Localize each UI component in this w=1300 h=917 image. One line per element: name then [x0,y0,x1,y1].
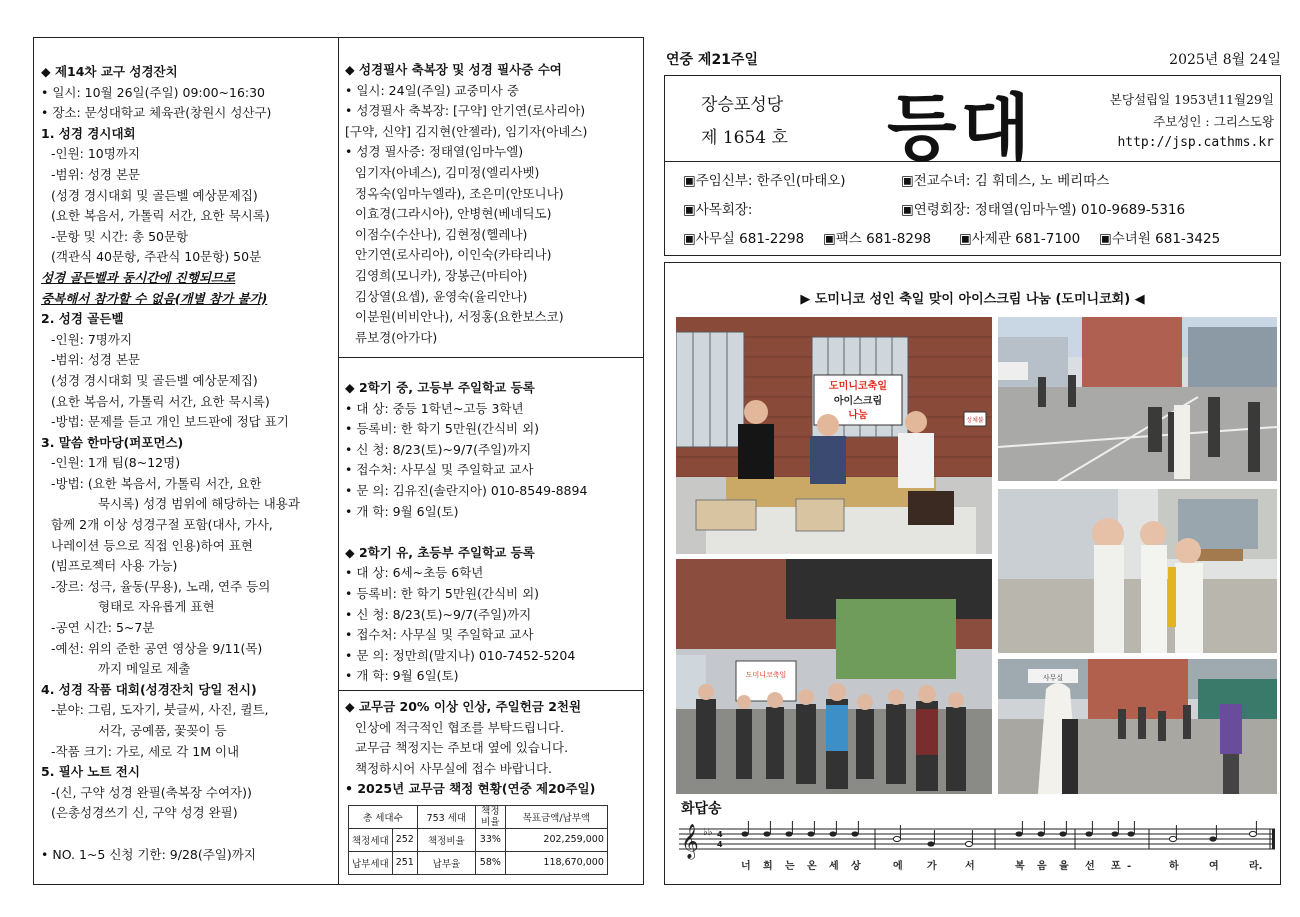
time-signature-icon: 4 [717,830,723,839]
text-line: • 신 청: 8/23(토)~9/7(주일)까지 [345,441,532,457]
text-line: (요한 복음서, 가톨릭 서간, 요한 묵시록) [51,393,270,409]
issue-date: 2025년 8월 24일 [1169,52,1281,68]
text-line: 묵시록) 성경 범위에 해당하는 내용과 [98,496,300,512]
lyric-syllable: 선 [1085,861,1095,872]
text-line: 까지 메일로 제출 [98,661,191,677]
text-line: 정옥숙(임마누엘라), 조은미(안또니나) [355,185,564,201]
dues-table-row [349,851,608,874]
office-phone: ▣사무실 681-2298 [683,231,805,247]
pastor-info: ▣주임신부: 한주인(마태오) [683,173,846,189]
left-frame [33,37,644,885]
music-note [965,841,972,846]
text-line: 2. 성경 골든벨 [41,311,124,327]
text-line: -인원: 7명까지 [51,331,133,347]
flat-sign-icon: ♭♭ [703,827,713,838]
photo-ice-cream-volunteers [676,317,992,554]
text-line: 4. 성경 작품 대회(성경잔치 당일 전시) [41,681,257,697]
bible-transcription-notice [339,38,643,358]
music-note [893,836,900,841]
text-line: 교무금 책정지는 주보대 옆에 있습니다. [355,740,569,756]
text-line: 중복해서 참가할 수 없음(개별 참가 불가) [41,290,268,306]
photo-nun-with-parishioners [998,659,1277,794]
text-line: • 문 의: 정만희(말지나) 010-7452-5204 [345,647,576,663]
text-line: • 장소: 문성대학교 체육관(창원시 성산구) [41,105,272,121]
text-line: -작품 크기: 가로, 세로 각 1M 이내 [51,743,240,759]
notices-column [339,38,643,884]
text-line: -장르: 성극, 율동(무용), 노래, 연주 등의 [51,578,271,594]
text-line: 이점수(수산나), 김현정(헬레나) [355,226,528,242]
lyric-syllable: 포 [1111,861,1121,872]
text-line: 형태로 자유롭게 표현 [98,599,215,615]
website-link[interactable]: http://jsp.cathms.kr [1117,135,1274,150]
dues-header-cell: 총 세대수 [349,805,418,828]
lyric-syllable: 세 [829,861,839,872]
bulletin-title: 등대 [887,86,1035,170]
dues-table-header [349,805,608,828]
text-line: • 접수처: 사무실 및 주일학교 교사 [345,462,534,478]
text-line: (성경 경시대회 및 골든벨 예상문제집) [51,372,258,388]
music-note [829,831,836,836]
music-note [1127,831,1134,836]
photo-caption: ▶ 도미니코 성인 축일 맞이 아이스크림 나눔 (도미니코회) ◀ [800,292,1145,307]
text-line: -문항 및 시간: 총 50문항 [51,228,189,244]
dues-cell: 58% [475,851,505,874]
text-line: (은총성경쓰기 신, 구약 성경 완필) [51,805,238,821]
text-line: -분야: 그림, 도자기, 붓글씨, 사진, 퀼트, [51,702,269,718]
lyric-syllable: 는 [785,861,795,872]
issue-number: 제 1654 호 [701,128,788,148]
text-line [41,824,332,845]
text-line: • 대 상: 6세~초등 6학년 [345,565,484,581]
sign-label: 사무실 [1042,674,1064,682]
psalm-score [679,821,1277,877]
text-line: -방법: 문제를 듣고 개인 보드판에 정답 표기 [51,414,289,430]
text-line: 안기연(로사리아), 이인숙(카타리나) [355,247,552,263]
text-line: -방법: (요한 복음서, 가톨릭 서간, 요한 [51,475,262,491]
founding-date: 본당설립일 1953년11월29일 [1109,92,1274,107]
text-line: (빔프로젝터 사용 가능) [51,558,178,574]
text-line: 이분원(비비안나), 서정홍(요한보스코) [355,309,564,325]
text-line: 3. 말씀 한마당(퍼포먼스) [41,434,184,450]
text-line: 김상열(요셉), 윤영숙(율리안나) [355,288,528,304]
text-line: • 성경필사 축복장: [구약] 안기연(로사리아) [345,103,586,119]
text-line: -인원: 1개 팀(8~12명) [51,455,181,471]
music-note [1249,831,1256,836]
dues-text [345,697,637,800]
dues-cell: 책정세대 [349,828,393,851]
treble-clef-icon: 𝄞 [681,824,699,859]
text-line: • 등록비: 한 학기 5만원(간식비 외) [345,421,540,437]
sunday-school-notice [339,358,643,691]
lyric-syllable: 상 [851,861,861,872]
masthead [664,75,1281,170]
dues-cell: 252 [392,828,417,851]
text-line: 책정하시어 사무실에 접수 바랍니다. [355,760,553,776]
convent-phone: ▣수녀원 681-3425 [1099,231,1221,247]
dues-cell: 납부세대 [349,851,393,874]
text-line: -범위: 성경 본문 [51,166,141,182]
text-line: 류보경(아가다) [355,329,438,345]
banner-line1: 도미니코축일 [829,381,887,392]
text-line: 함께 2개 이상 성경구절 포함(대사, 가사, [51,517,273,533]
bible-festival-column [34,38,339,884]
text-line: ◆ 성경필사 축복장 및 성경 필사증 수여 [345,62,562,77]
music-note [1015,831,1022,836]
dues-header-cell: 753 세대 [417,805,475,828]
sign-label: 성체불 [966,417,984,424]
music-note [807,831,814,836]
text-line: -범위: 성경 본문 [51,352,141,368]
dues-table-row [349,828,608,851]
text-line: ◆ 교무금 20% 이상 인상, 주일헌금 2천원 [345,699,582,714]
text-line: 김영희(모니카), 장봉근(마티아) [355,267,528,283]
church-dues-notice [339,691,643,884]
lyric-syllable: 여 [1209,861,1219,872]
photo-children-v-sign [998,489,1277,653]
patron-saint: 주보성인 : 그리스도왕 [1153,114,1274,129]
text-line: 인상에 적극적인 협조를 부탁드립니다. [355,719,565,735]
text-line: ◆ 2학기 유, 초등부 주일학교 등록 [345,544,535,560]
text-line: 성경 골든벨과 동시간에 진행되므로 [41,269,236,285]
parish-contacts [664,162,1281,256]
music-note [1169,836,1176,841]
music-note [1085,831,1092,836]
lyric-syllable: 온 [807,861,817,872]
text-line: • 2025년 교무금 책정 현황(연중 제20주일) [345,781,596,797]
banner-line3: 나눔 [848,410,868,421]
lyric-syllable: 을 [1059,861,1069,872]
text-line: -공연 시간: 5~7분 [51,620,155,636]
text-line: ◆ 2학기 중, 고등부 주일학교 등록 [345,380,535,395]
dues-cell: 납부율 [417,851,475,874]
text-line: 임기자(아녜스), 김미정(엘리사벳) [355,164,540,180]
text-line: (요한 복음서, 가톨릭 서간, 요한 묵시록) [51,208,270,224]
lyric-syllable: 하 [1169,861,1179,872]
liturgical-week: 연중 제21주일 [666,52,758,68]
lyric-syllable: 가 [927,861,937,872]
text-line: • 대 상: 중등 1학년~고등 3학년 [345,400,524,416]
music-note [1059,831,1066,836]
music-note [1209,836,1216,841]
lyric-syllable: 희 [763,861,773,872]
dues-header-cell: 목표금액/납부액 [505,805,607,828]
music-note [927,841,934,846]
text-line: -예선: 위의 준한 공연 영상을 9/11(목) [51,640,263,656]
text-line: • NO. 1~5 신청 기한: 9/28(주일)까지 [41,846,256,862]
photo-courtyard-crowd [998,317,1277,481]
text-line [345,522,637,543]
text-line: 서각, 공예품, 꽃꽂이 등 [98,723,227,738]
music-note [741,831,748,836]
music-note [1111,831,1118,836]
text-line: -인원: 10명까지 [51,146,140,162]
text-line: (성경 경시대회 및 골든벨 예상문제집) [51,187,258,203]
text-line: • 일시: 10월 26일(주일) 09:00~16:30 [41,84,266,100]
text-line: • 접수처: 사무실 및 주일학교 교사 [345,627,534,643]
lyric-syllable: - [1127,861,1132,872]
time-signature-icon: 4 [717,840,723,849]
text-line: [구약, 신약] 김지현(안젤라), 임기자(아녜스) [345,123,588,139]
dues-cell: 251 [392,851,417,874]
text-line: • 개 학: 9월 6일(토) [345,668,459,684]
text-line: -(신, 구약 성경 완필(축복장 수여자)) [51,784,252,800]
music-note [1037,831,1044,836]
text-line: (객관식 40문항, 주관식 10문항) 50분 [51,249,262,265]
text-line: • 신 청: 8/23(토)~9/7(주일)까지 [345,606,532,622]
text-line: • 등록비: 한 학기 5만원(간식비 외) [345,585,540,601]
fax-number: ▣팩스 681-8298 [823,231,932,247]
issue-date-bar [664,45,1281,73]
text-line: 5. 필사 노트 전시 [41,764,140,780]
lyric-syllable: 너 [741,861,751,872]
sisters-info: ▣전교수녀: 김 휘데스, 노 베리따스 [901,173,1110,189]
lyric-syllable: 에 [893,861,903,872]
council-info: ▣사목회장: [683,202,753,218]
elder-info: ▣연령회장: 정태열(임마누엘) 010-9689-5316 [901,202,1186,218]
lyric-syllable: 음 [1037,861,1047,872]
dues-cell: 202,259,000 [505,828,607,851]
text-line: • 문 의: 김유진(솔란지아) 010-8549-8894 [345,482,588,498]
dues-header-cell: 책정 비율 [475,805,505,828]
lyric-syllable: 라. [1249,861,1263,872]
text-line: • 성경 필사증: 정태열(임마누엘) [345,144,524,160]
lyric-syllable: 서 [965,861,975,872]
text-line: • 일시: 24일(주일) 교중미사 중 [345,82,519,98]
dues-table [348,805,608,875]
music-note [763,831,770,836]
text-line: 나레이션 등으로 직접 인용)하여 표현 [51,537,253,553]
photo-crowd-under-awning [676,559,992,794]
dues-cell: 33% [475,828,505,851]
lyric-syllable: 복 [1015,861,1025,872]
responsorial-psalm-label: 화답송 [681,801,722,817]
photo-section [664,262,1281,885]
dues-cell: 책정비율 [417,828,475,851]
banner-line2: 아이스크림 [833,396,883,407]
text-line: 1. 성경 경시대회 [41,125,136,141]
text-line: 이효경(그라시아), 안병현(베네딕도) [355,206,552,222]
parish-name: 장승포성당 [701,95,784,115]
dues-cell: 118,670,000 [505,851,607,874]
sign-label: 도미니코축일 [745,671,787,679]
text-line: • 개 학: 9월 6일(토) [345,503,459,519]
rectory-phone: ▣사제관 681-7100 [959,231,1081,247]
text-line: ◆ 제14차 교구 성경잔치 [41,64,178,79]
music-note [785,831,792,836]
music-note [851,831,858,836]
